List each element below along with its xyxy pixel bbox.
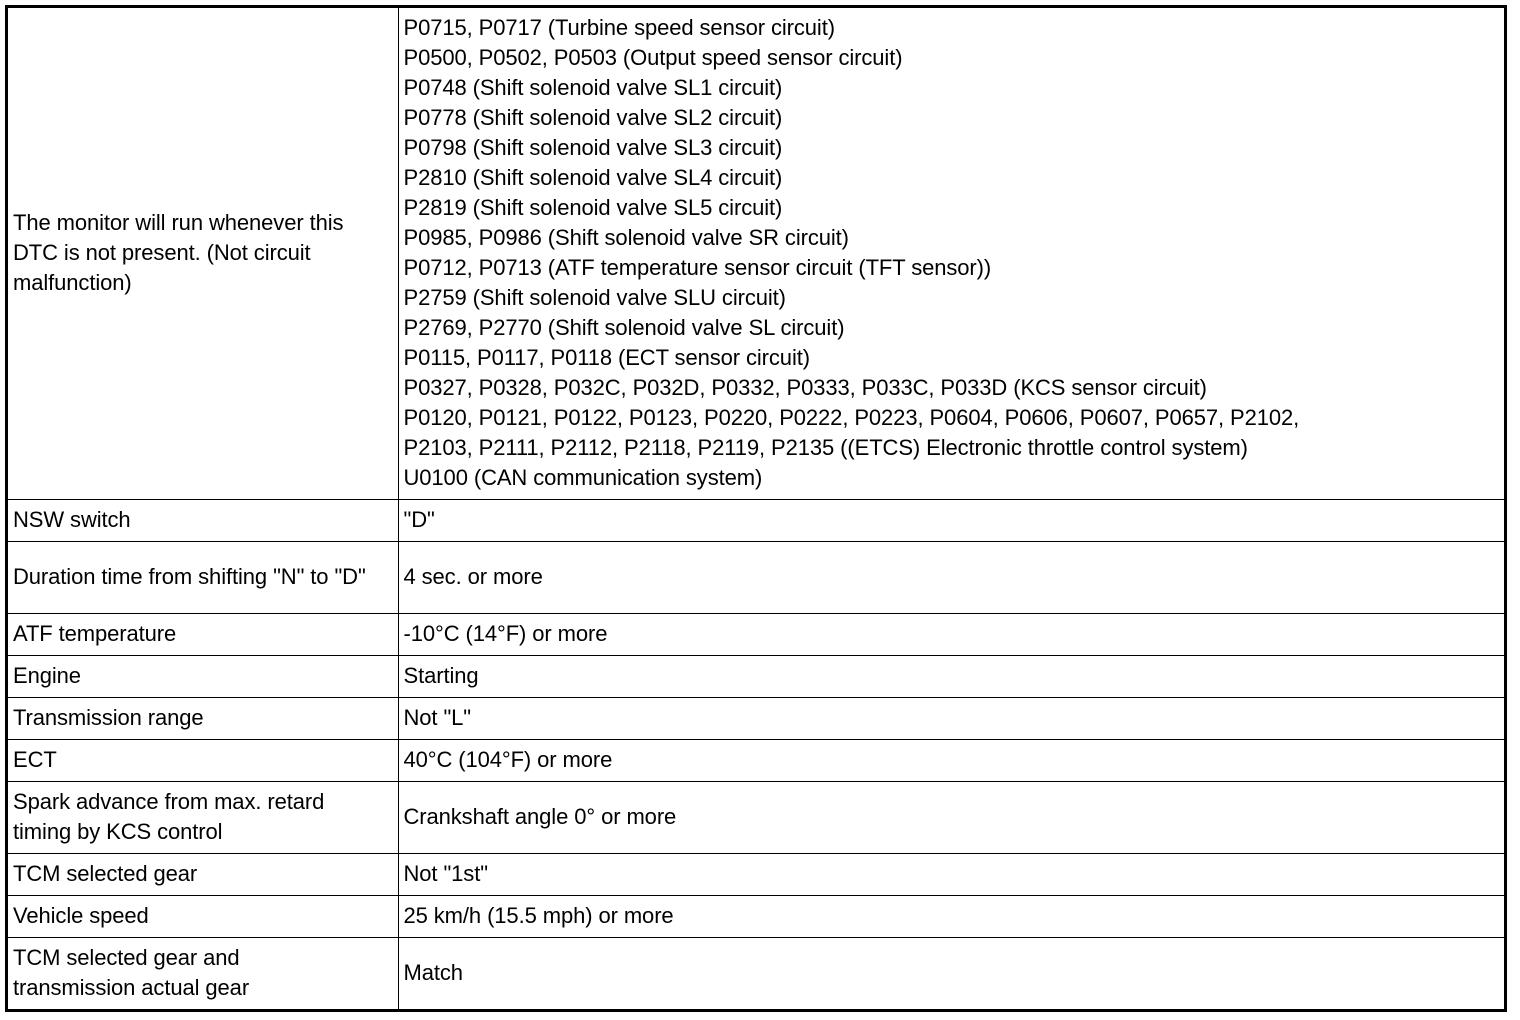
row-label: NSW switch: [8, 499, 398, 541]
dtc-list-item: P2819 (Shift solenoid valve SL5 circuit): [403, 195, 783, 221]
table-row-gear-match: [8, 937, 1504, 1009]
dtc-list-item: P0500, P0502, P0503 (Output speed sensor circuit): [403, 45, 903, 71]
row-label: [8, 541, 398, 613]
row-label-text: TCM selected gear and transmission actual gear: [13, 945, 250, 1001]
dtc-list-item: P0985, P0986 (Shift solenoid valve SR circuit): [403, 225, 849, 251]
table-row-spark-advance: [8, 781, 1504, 853]
table-row-ect: [8, 739, 1504, 781]
table-row-transmission-range: [8, 697, 1504, 739]
table-row-vehicle-speed: [8, 895, 1504, 937]
row-label: ATF temperature: [8, 613, 398, 655]
table-row-tcm-selected-gear: [8, 853, 1504, 895]
row-label-text: Spark advance from max. retard timing by KCS control: [13, 789, 325, 844]
dtc-list-item: P0748 (Shift solenoid valve SL1 circuit): [403, 75, 783, 101]
dtc-list-item: P0715, P0717 (Turbine speed sensor circuit): [403, 15, 835, 41]
dtc-list-item: P0327, P0328, P032C, P032D, P0332, P0333, P033C, P033D (KCS sensor circuit): [403, 375, 1207, 401]
row-label: Transmission range: [8, 697, 398, 739]
row-label: Vehicle speed: [8, 895, 398, 937]
row-label-text: Duration time from shifting "N" to "D": [13, 564, 366, 589]
row-label: TCM selected gear: [8, 853, 398, 895]
row-value: [398, 8, 1504, 499]
table-row-nsw-switch: [8, 499, 1504, 541]
table-row-duration-time: [8, 541, 1504, 613]
monitor-conditions-table: [8, 8, 1504, 1009]
dtc-list-item: P0778 (Shift solenoid valve SL2 circuit): [403, 105, 783, 131]
row-label: ECT: [8, 739, 398, 781]
dtc-list-item: P0115, P0117, P0118 (ECT sensor circuit): [403, 345, 810, 371]
row-label-text: The monitor will run whenever this DTC is not present. (Not circuit malfunction): [13, 210, 344, 296]
table-row-engine: [8, 655, 1504, 697]
dtc-list-item: P0712, P0713 (ATF temperature sensor circuit (TFT sensor)): [403, 255, 992, 281]
dtc-list-item: P0120, P0121, P0122, P0123, P0220, P0222, P0223, P0604, P0606, P0607, P0657, P2102,: [403, 405, 1300, 431]
row-label: [8, 8, 398, 499]
row-value: "D": [398, 499, 1504, 541]
row-value: -10°C (14°F) or more: [398, 613, 1504, 655]
row-label: Engine: [8, 655, 398, 697]
row-value: 25 km/h (15.5 mph) or more: [398, 895, 1504, 937]
row-label: [8, 937, 398, 1009]
row-value: Not "L": [398, 697, 1504, 739]
table-row-atf-temperature: [8, 613, 1504, 655]
row-value: Starting: [398, 655, 1504, 697]
dtc-list-item: U0100 (CAN communication system): [403, 465, 763, 491]
table-row-dtc-conditions: [8, 8, 1504, 499]
dtc-list-item: P2810 (Shift solenoid valve SL4 circuit): [403, 165, 783, 191]
dtc-list-item: P0798 (Shift solenoid valve SL3 circuit): [403, 135, 783, 161]
row-value: Match: [398, 937, 1504, 1009]
row-label: [8, 781, 398, 853]
dtc-list-item: P2769, P2770 (Shift solenoid valve SL circuit): [403, 315, 845, 341]
conditions-table-container: [5, 5, 1507, 1012]
row-value: Crankshaft angle 0° or more: [398, 781, 1504, 853]
row-value: 4 sec. or more: [398, 541, 1504, 613]
row-value: Not "1st": [398, 853, 1504, 895]
dtc-list-item: P2759 (Shift solenoid valve SLU circuit): [403, 285, 786, 311]
dtc-list-item: P2103, P2111, P2112, P2118, P2119, P2135 ((ETCS) Electronic throttle control system): [403, 435, 1248, 461]
row-value: 40°C (104°F) or more: [398, 739, 1504, 781]
